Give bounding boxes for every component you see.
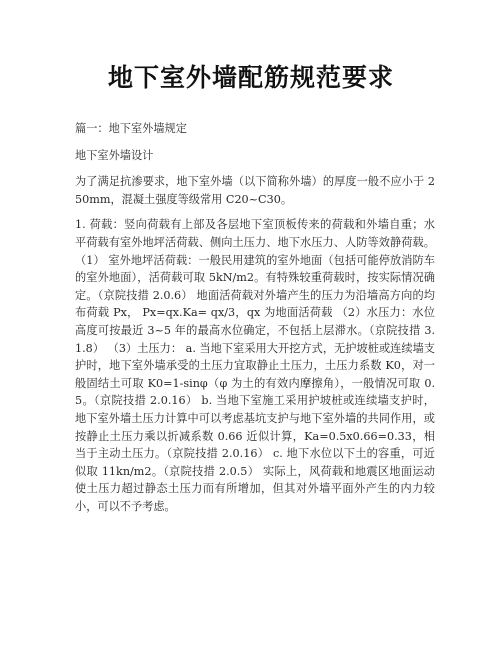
section-heading: 篇一：地下室外墙规定: [75, 122, 187, 135]
paragraph-loads: 1. 荷载：竖向荷载有上部及各层地下室顶板传来的荷载和外墙自重；水平荷载有室外地坪活荷载、侧向土压力、地下水压力、人防等效静荷载。 （1） 室外地坪活荷载：一般民用建筑的室外地面（包括可能停放消防车的室外地面），活荷载可取 5kN/m2。有特殊较重荷载时，按实际情况确定。（京院技措 2.0.6） 地面活荷载对外墙产生的压力为沿墙高方向的均布荷载 Px， Px=qx.Ka= qx/3，qx 为地面活荷载 （2）水压力：水位高度可按最近 3~5 年的最高水位确定，不包括上层滞水。（京院技措 3.1.8） （3）土压力： a. 当地下室采用大开挖方式，无护坡桩或连续墙支护时，地下室外墙承受的土压力宜取静止土压力，土压力系数 K0，对一般固结土可取 K0=1-sinφ（φ 为土的有效内摩擦角），一般情况可取 0.5。（京院技措 2.0.16） b. 当地下室施工采用护坡桩或连续墙支护时，地下室外墙土压力计算中可以考虑基坑支护与地下室外墙的共同作用，或按静止土压力乘以折减系数 0.66 近似计算，Ka=0.5x0.66=0.33，相当于主动土压力。（京院技措 2.0.16） c. 地下水位以下土的容重，可近似取 11kn/m2。（京院技措 2.0.5） 实际上，风荷载和地震区地面运动使土压力超过静态土压力而有所增加，但其对外墙平面外产生的内力较小，可以不予考虑。: [75, 218, 435, 513]
subheading: 地下室外墙设计: [75, 148, 154, 162]
document-title: 地下室外墙配筋规范要求: [107, 63, 394, 92]
document-body: [75, 120, 435, 523]
paragraph-wall-thickness: 为了满足抗渗要求，地下室外墙（以下简称外墙）的厚度一般不应小于 250mm，混凝土强度等级常用 C20~C30。: [75, 175, 435, 206]
